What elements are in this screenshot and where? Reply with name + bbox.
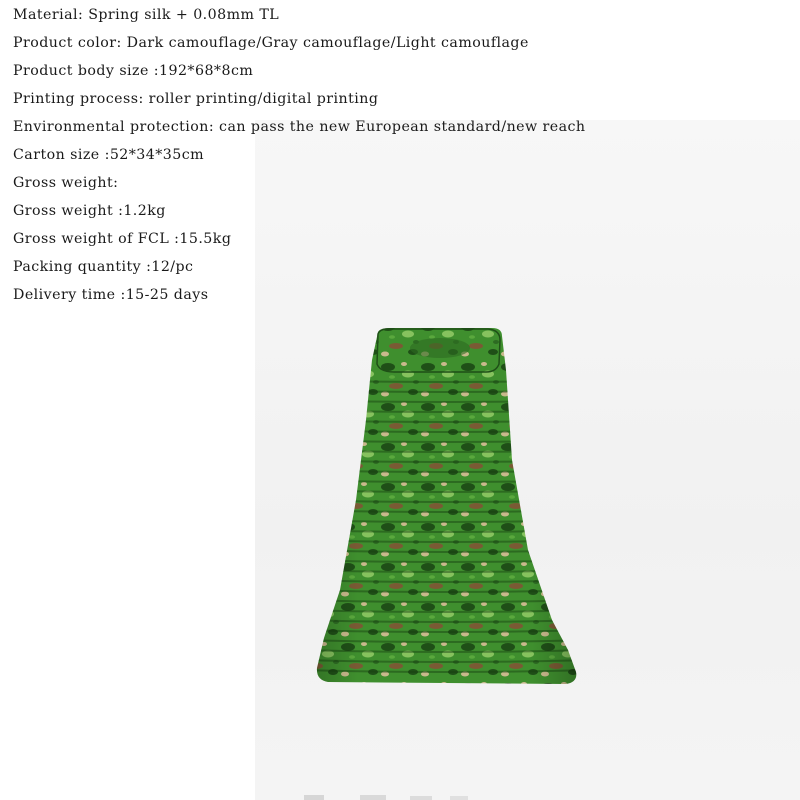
spec-carton-size: Carton size :52*34*35cm (13, 147, 205, 163)
spec-gross-weight-fcl: Gross weight of FCL :15.5kg (13, 231, 232, 247)
pillow-shape (377, 329, 500, 372)
spec-printing-process: Printing process: roller printing/digital printing (13, 91, 379, 107)
spec-gross-weight: Gross weight :1.2kg (13, 203, 166, 219)
spec-material: Material: Spring silk + 0.08mm TL (13, 7, 280, 23)
spec-body-size: Product body size :192*68*8cm (13, 63, 254, 79)
spec-gross-weight-heading: Gross weight: (13, 175, 119, 191)
spec-delivery-time: Delivery time :15-25 days (13, 287, 209, 303)
spec-packing-quantity: Packing quantity :12/pc (13, 259, 194, 275)
spec-product-color: Product color: Dark camouflage/Gray camouflage/Light camouflage (13, 35, 529, 51)
sleeping-pad-image (300, 320, 590, 700)
bottom-watermark-fragment (300, 793, 500, 800)
product-spec-list (13, 3, 586, 311)
spec-environmental-protection: Environmental protection: can pass the new European standard/new reach (13, 119, 586, 135)
